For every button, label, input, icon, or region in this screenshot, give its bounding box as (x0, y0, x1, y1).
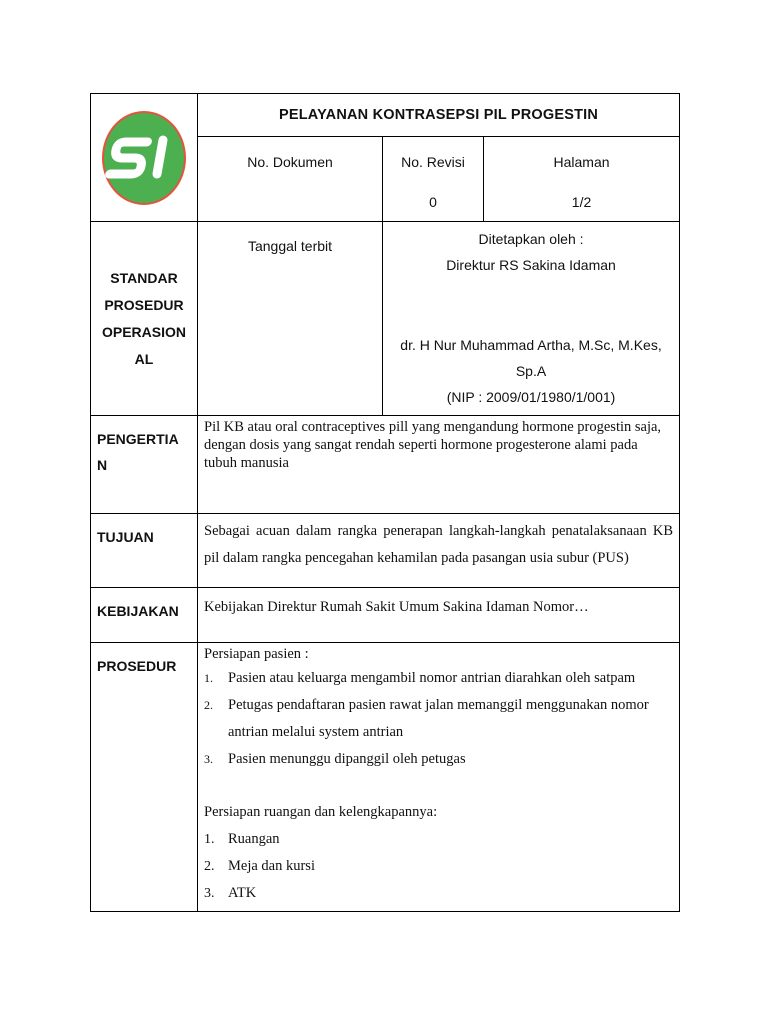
hospital-logo-icon (101, 110, 187, 206)
logo-cell (91, 94, 198, 222)
sop-label-line: OPERASION (101, 323, 186, 340)
ditetapkan-label: Ditetapkan oleh : (478, 231, 584, 247)
list-item (204, 692, 673, 746)
ditetapkan-nama: dr. H Nur Muhammad Artha, M.Sc, M.Kes, (400, 337, 662, 353)
no-dokumen-value (198, 170, 382, 194)
list-number: 3. (204, 886, 215, 901)
sop-label-line: AL (134, 350, 154, 367)
ditetapkan-jabatan: Direktur RS Sakina Idaman (446, 257, 616, 273)
pengertian-label (91, 416, 198, 514)
halaman-label: Halaman (553, 154, 610, 170)
list-item (204, 826, 673, 853)
tujuan-label: TUJUAN (91, 514, 198, 588)
list-number: 2. (204, 859, 215, 874)
ditetapkan-nama-cont: Sp.A (515, 363, 547, 379)
list-number: 1. (204, 832, 215, 847)
list-text: Meja dan kursi (228, 858, 315, 874)
pengertian-label-line: N (97, 457, 108, 473)
halaman-cell (484, 137, 680, 222)
list-number: 2. (204, 698, 213, 712)
list-text: ATK (228, 885, 257, 901)
list-item (204, 665, 673, 692)
document-title: PELAYANAN KONTRASEPSI PIL PROGESTIN (198, 94, 680, 137)
list-number: 1. (204, 671, 213, 685)
no-revisi-value: 0 (429, 194, 437, 210)
ditetapkan-nip: (NIP : 2009/01/1980/1/001) (446, 389, 616, 405)
list-item (204, 880, 673, 907)
no-revisi-label: No. Revisi (401, 154, 465, 170)
list-text: Ruangan (228, 831, 280, 847)
tanggal-terbit-label: Tanggal terbit (247, 238, 333, 254)
list-item (204, 746, 673, 773)
persiapan-pasien-title: Persiapan pasien : (204, 646, 309, 662)
sop-label-line: PROSEDUR (104, 296, 184, 313)
list-item (204, 853, 673, 880)
pengertian-text: Pil KB atau oral contraceptives pill yang mengandung hormone progestin saja, dengan dosis yang sangat rendah seperti hormone progesterone alami pada tubuh manusia (198, 416, 680, 514)
pengertian-label-line: PENGERTIA (97, 431, 179, 447)
kebijakan-label: KEBIJAKAN (91, 588, 198, 643)
sop-label-line: STANDAR (110, 269, 178, 286)
tujuan-text: Sebagai acuan dalam rangka penerapan langkah-langkah penatalaksanaan KB pil dalam rangka pencegahan kehamilan pada pasangan usia subur (PUS) (198, 514, 680, 588)
prosedur-label: PROSEDUR (91, 643, 198, 912)
list-text: Pasien menunggu dipanggil oleh petugas (228, 751, 466, 767)
kebijakan-text: Kebijakan Direktur Rumah Sakit Umum Sakina Idaman Nomor… (198, 588, 680, 643)
list-text: Pasien atau keluarga mengambil nomor antrian diarahkan oleh satpam (228, 670, 636, 686)
no-dokumen-label: No. Dokumen (247, 154, 333, 170)
prosedur-text (198, 643, 680, 912)
halaman-value: 1/2 (571, 194, 592, 210)
list-text: Petugas pendaftaran pasien rawat jalan memanggil menggunakan nomor antrian melalui system antrian (228, 697, 649, 740)
sop-label-cell (91, 222, 198, 416)
no-revisi-cell (383, 137, 484, 222)
list-number: 3. (204, 752, 213, 766)
no-dokumen-cell (198, 137, 383, 222)
persiapan-ruangan-title: Persiapan ruangan dan kelengkapannya: (204, 804, 438, 820)
ditetapkan-cell (383, 222, 680, 416)
tanggal-terbit-cell (198, 222, 383, 416)
sop-table (90, 93, 680, 912)
